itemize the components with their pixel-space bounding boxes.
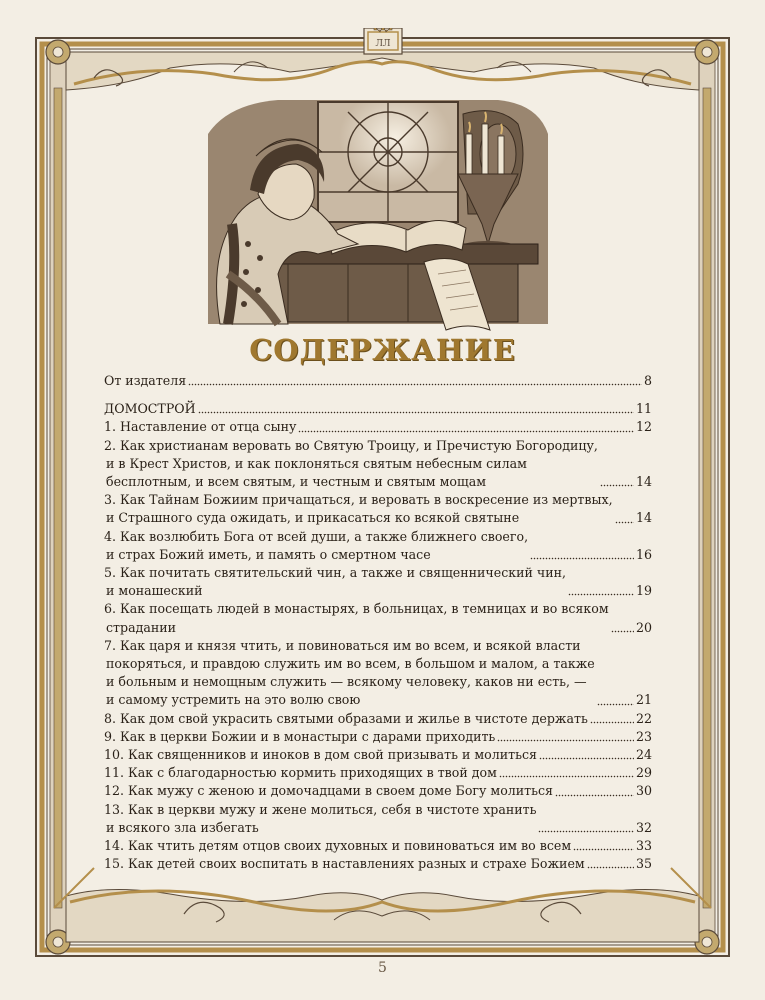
toc-entry[interactable] <box>104 564 652 600</box>
toc-entry-line: 13. Как в церкви мужу и жене молиться, себя в чистоте хранить <box>104 801 537 817</box>
toc-entry[interactable] <box>104 600 652 636</box>
toc-leader-dots <box>530 557 634 560</box>
toc-entry-line: 4. Как возлюбить Бога от всей души, а также ближнего своего, <box>104 528 529 544</box>
toc-page-number: 29 <box>635 765 652 781</box>
toc-entry-line: и Страшного суда ожидать, и прикасаться ко всякой святыне <box>106 510 520 526</box>
toc-entry-text <box>104 782 553 800</box>
toc-entry-line: 2. Как христианам веровать во Святую Троицу, и Пречистую Богородицу, <box>104 437 598 453</box>
toc-entry[interactable] <box>104 710 652 728</box>
table-of-contents <box>104 372 652 873</box>
toc-entry-text <box>104 564 566 600</box>
toc-page-number: 16 <box>635 546 652 562</box>
toc-leader-dots <box>573 848 634 851</box>
toc-entry-text <box>104 437 598 492</box>
toc-entry[interactable] <box>104 372 652 390</box>
toc-leader-dots <box>587 866 634 869</box>
toc-leader-dots <box>611 630 634 633</box>
toc-entry-line: 14. Как чтить детям отцов своих духовных и повиноваться им во всем <box>104 838 572 854</box>
toc-entry-text <box>104 837 571 855</box>
toc-entry-text <box>104 764 497 782</box>
toc-entry-line: 8. Как дом свой украсить святыми образами и жилье в чистоте держать <box>104 710 588 726</box>
toc-entry-line: и больным и немощным служить — всякому человеку, каков ни есть, — <box>106 674 587 690</box>
toc-entry-line: и всякого зла избегать <box>106 819 259 835</box>
toc-leader-dots <box>497 739 634 742</box>
toc-entry-text <box>104 637 595 710</box>
toc-leader-dots <box>568 593 634 596</box>
toc-leader-dots <box>538 830 633 833</box>
toc-entry-text <box>104 801 536 837</box>
toc-page-number: 12 <box>635 419 652 435</box>
toc-entry-line: 7. Как царя и князя чтить, и повиноваться им во всем, и всякой власти <box>104 637 581 653</box>
toc-leader-dots <box>615 521 634 524</box>
toc-entry-line: От издателя <box>104 373 187 388</box>
toc-entry-text <box>104 491 613 527</box>
toc-page-number: 33 <box>635 838 652 854</box>
emblem-text: ЛЛ <box>375 39 391 49</box>
toc-entry-line: 1. Наставление от отца сыну <box>104 419 297 435</box>
toc-entry[interactable] <box>104 746 652 764</box>
toc-entry-line: и монашеский <box>106 583 203 599</box>
toc-entry-line: страдании <box>106 619 177 635</box>
toc-leader-dots <box>597 703 634 706</box>
toc-entry[interactable] <box>104 437 652 492</box>
toc-entry[interactable] <box>104 400 652 418</box>
toc-page-number: 21 <box>635 692 652 708</box>
toc-leader-dots <box>590 721 634 724</box>
toc-entry-text <box>104 528 528 564</box>
toc-page-number: 23 <box>635 728 652 744</box>
toc-entry-line: и страх Божий иметь, и память о смертном часе <box>106 546 431 562</box>
toc-page-number: 22 <box>635 710 652 726</box>
toc-entry-text <box>104 400 196 418</box>
toc-leader-dots <box>539 757 634 760</box>
toc-entry[interactable] <box>104 801 652 837</box>
toc-page-number: 30 <box>635 783 652 799</box>
toc-entry[interactable] <box>104 728 652 746</box>
toc-entry-line: и самому устремить на это волю свою <box>106 692 361 708</box>
toc-page-number: 8 <box>643 373 652 388</box>
toc-entry-line: 9. Как в церкви Божии и в монастыри с дарами приходить <box>104 728 496 744</box>
page-title: СОДЕРЖАНИЕ <box>249 333 516 367</box>
toc-entry-text <box>104 372 186 390</box>
toc-entry-line: 3. Как Тайнам Божиим причащаться, и веровать в воскресение из мертвых, <box>104 492 613 508</box>
toc-entry[interactable] <box>104 418 652 436</box>
toc-entry-line: 10. Как священников и иноков в дом свой призывать и молиться <box>104 747 537 763</box>
toc-page-number: 32 <box>635 819 652 835</box>
toc-entry-line: 12. Как мужу с женою и домочадцами в своем доме Богу молиться <box>104 783 554 799</box>
toc-entry-line: бесплотным, и всем святым, и честным и святым мощам <box>106 474 487 490</box>
toc-page-number: 24 <box>635 747 652 763</box>
toc-entry[interactable] <box>104 528 652 564</box>
toc-entry-line: покоряться, и правдою служить им во всем, в большом и малом, а также <box>106 656 595 672</box>
toc-entry-line: и в Крест Христов, и как поклоняться святым небесным силам <box>106 455 527 471</box>
toc-entry-line: 6. Как посещать людей в монастырях, в больницах, в темницах и во всяком <box>104 601 609 617</box>
toc-entry-line: 5. Как почитать святительский чин, а также и священнический чин, <box>104 565 567 581</box>
toc-entry-text <box>104 418 296 436</box>
toc-entry[interactable] <box>104 491 652 527</box>
toc-entry-text <box>104 746 537 764</box>
toc-entry-line: ДОМОСТРОЙ <box>104 401 196 417</box>
toc-page-number: 14 <box>635 510 652 526</box>
toc-page-number: 35 <box>635 856 652 872</box>
toc-entry-text <box>104 728 495 746</box>
toc-entry-text <box>104 855 585 873</box>
toc-entry-text <box>104 600 609 636</box>
reading-woman-illustration <box>198 94 554 332</box>
toc-entry[interactable] <box>104 782 652 800</box>
toc-leader-dots <box>555 794 634 797</box>
toc-entry[interactable] <box>104 764 652 782</box>
toc-entry[interactable] <box>104 837 652 855</box>
toc-entry-text <box>104 710 588 728</box>
toc-leader-dots <box>600 484 634 487</box>
toc-leader-dots <box>198 411 634 414</box>
toc-page-number: 19 <box>635 583 652 599</box>
page-number: 5 <box>378 960 387 976</box>
toc-entry[interactable] <box>104 637 652 710</box>
toc-entry[interactable] <box>104 855 652 873</box>
toc-page-number: 14 <box>635 474 652 490</box>
toc-page-number: 20 <box>635 619 652 635</box>
toc-leader-dots <box>499 775 634 778</box>
toc-entry-line: 11. Как с благодарностью кормить приходящих в твой дом <box>104 765 497 781</box>
toc-entry-line: 15. Как детей своих воспитать в наставлениях разных и страхе Божием <box>104 856 585 872</box>
toc-page-number: 11 <box>635 401 652 417</box>
reading-woman-illustration-icon <box>198 94 554 332</box>
toc-leader-dots <box>188 383 642 386</box>
toc-leader-dots <box>298 430 634 433</box>
